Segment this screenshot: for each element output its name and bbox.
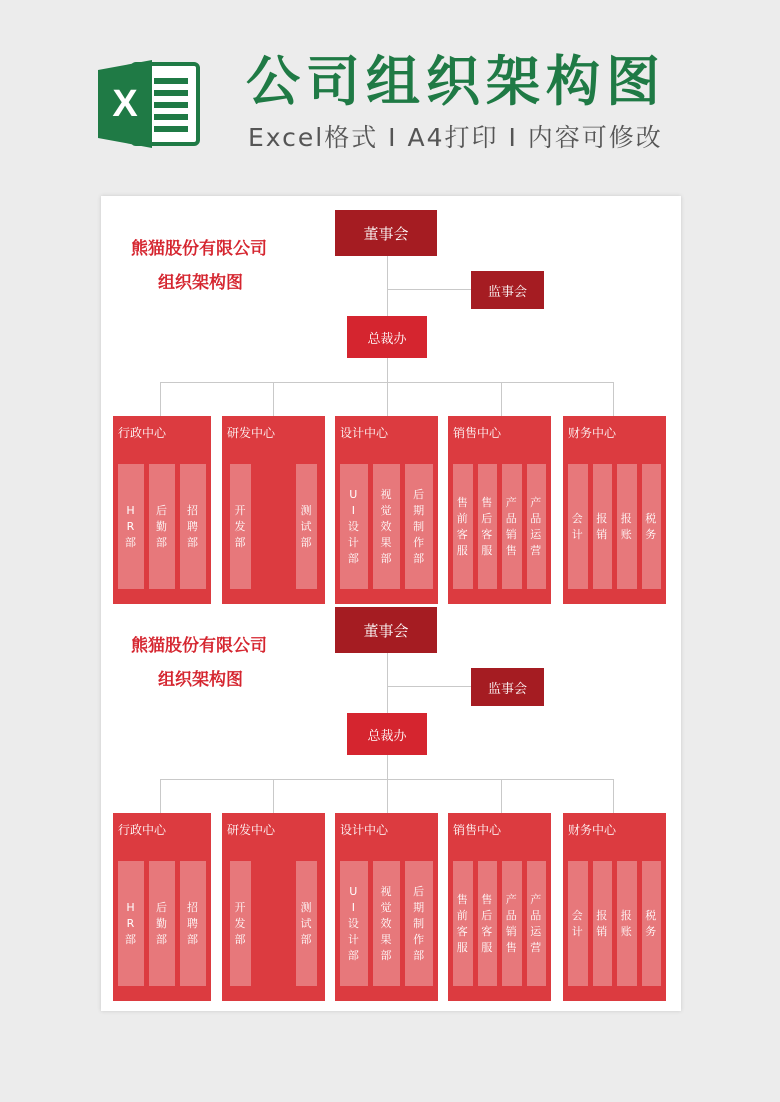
department-box [502,861,522,986]
department-label: 售前客服 [456,495,469,557]
department-label: 产品运营 [530,892,543,954]
supervisory-node: 监事会 [471,668,544,706]
center-title: 设计中心 [340,426,389,440]
chart-subtitle: 组织架构图 [158,273,243,293]
department-label: 产品销售 [505,892,518,954]
department-box [642,464,662,589]
department-label: HR部 [125,503,137,549]
department-label: UI设计部 [347,487,360,565]
center-title: 设计中心 [340,823,389,837]
department-box [180,464,206,589]
center-title: 财务中心 [568,823,617,837]
department-box [118,861,144,986]
department-label: 视觉效果部 [380,884,393,962]
department-box [502,464,522,589]
center-title: 销售中心 [453,823,502,837]
page-title: 公司组织架构图 [246,50,666,113]
connector-line [501,382,502,416]
department-box [568,861,588,986]
department-box [617,464,637,589]
center-title: 行政中心 [118,823,167,837]
department-label: 售后客服 [481,495,494,557]
chart-subtitle: 组织架构图 [158,670,243,690]
department-label: 会计 [571,511,584,541]
center-title: 研发中心 [227,426,276,440]
department-label: 后勤部 [156,900,168,946]
connector-line [387,686,471,687]
department-box [617,861,637,986]
department-box [453,464,473,589]
board-node: 董事会 [335,607,437,653]
center-1 [113,416,211,604]
department-box [405,464,433,589]
department-label: 产品运营 [530,495,543,557]
center-title: 行政中心 [118,426,167,440]
department-label: 税务 [645,908,658,938]
department-box [296,861,317,986]
center-title: 研发中心 [227,823,276,837]
connector-line [160,779,161,813]
department-box [296,464,317,589]
department-label: 售前客服 [456,892,469,954]
company-name: 熊猫股份有限公司 [131,239,267,259]
department-label: 测试部 [300,900,313,946]
department-box [453,861,473,986]
page-subtitle: Excel格式 I A4打印 I 内容可修改 [248,123,663,152]
connector-line [387,289,471,290]
ceo-node: 总裁办 [347,713,427,755]
department-label: 视觉效果部 [380,487,393,565]
center-5 [563,416,666,604]
department-box [405,861,433,986]
center-3 [335,813,438,1001]
org-chart-2 [101,593,681,993]
department-label: 税务 [645,511,658,541]
department-box [642,861,662,986]
department-label: UI设计部 [347,884,360,962]
department-label: 后期制作部 [413,487,426,565]
center-1 [113,813,211,1001]
logo-letter: X [112,83,138,125]
department-box [568,464,588,589]
center-4 [448,813,551,1001]
connector-line [387,779,388,813]
department-box [373,464,401,589]
department-label: 招聘部 [187,503,199,549]
department-label: 报销 [596,511,609,541]
department-box [118,464,144,589]
department-label: 产品销售 [505,495,518,557]
department-label: 开发部 [234,900,247,946]
connector-line [501,779,502,813]
department-box [180,861,206,986]
connector-line [273,382,274,416]
connector-line [273,779,274,813]
department-label: 测试部 [300,503,313,549]
department-label: 后勤部 [156,503,168,549]
department-box [230,464,251,589]
department-label: HR部 [125,900,137,946]
department-label: 后期制作部 [413,884,426,962]
department-box [340,861,368,986]
department-box [593,861,613,986]
department-label: 报账 [620,511,633,541]
department-box [340,464,368,589]
department-box [478,861,498,986]
supervisory-node: 监事会 [471,271,544,309]
department-box [593,464,613,589]
department-label: 报账 [620,908,633,938]
center-title: 财务中心 [568,426,617,440]
department-label: 报销 [596,908,609,938]
excel-logo-icon [98,58,202,150]
department-box [230,861,251,986]
center-4 [448,416,551,604]
connector-line [160,382,161,416]
connector-line [613,779,614,813]
department-label: 会计 [571,908,584,938]
ceo-node: 总裁办 [347,316,427,358]
department-box [478,464,498,589]
department-box [527,861,547,986]
department-box [373,861,401,986]
department-box [149,464,175,589]
board-node: 董事会 [335,210,437,256]
department-box [149,861,175,986]
center-title: 销售中心 [453,426,502,440]
department-label: 招聘部 [187,900,199,946]
org-chart-1 [101,196,681,596]
center-2 [222,813,325,1001]
connector-line [387,382,388,416]
center-5 [563,813,666,1001]
center-3 [335,416,438,604]
center-2 [222,416,325,604]
department-box [527,464,547,589]
connector-line [613,382,614,416]
company-name: 熊猫股份有限公司 [131,636,267,656]
department-label: 售后客服 [481,892,494,954]
department-label: 开发部 [234,503,247,549]
